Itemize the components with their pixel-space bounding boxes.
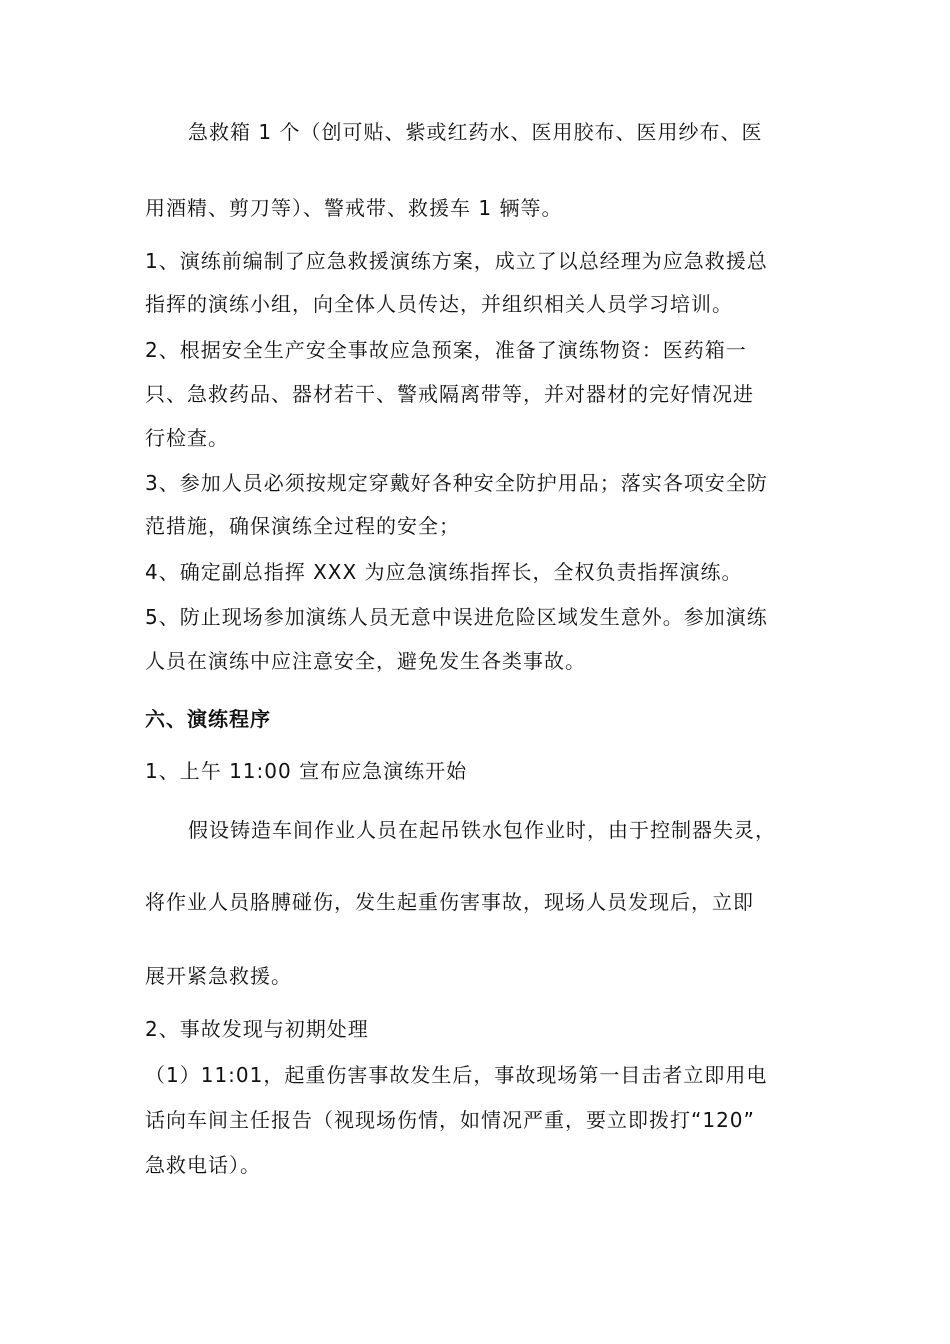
list-item-line: 范措施，确保演练全过程的安全； <box>145 514 460 538</box>
list-item-line: 急救电话）。 <box>145 1153 261 1177</box>
list-item-line: 指挥的演练小组，向全体人员传达，并组织相关人员学习培训。 <box>145 292 733 316</box>
list-item-line: 1、上午 11:00 宣布应急演练开始 <box>145 759 468 783</box>
list-item-line: 行检查。 <box>145 426 229 450</box>
list-item-line: （1）11:01，起重伤害事故发生后，事故现场第一目击者立即用电 <box>145 1063 768 1087</box>
paragraph-line: 假设铸造车间作业人员在起吊铁水包作业时，由于控制器失灵， <box>188 818 776 842</box>
section-heading: 六、演练程序 <box>145 707 271 731</box>
list-item-line: 只、急救药品、器材若干、警戒隔离带等，并对器材的完好情况进 <box>145 382 754 406</box>
list-item-line: 2、事故发现与初期处理 <box>145 1017 369 1041</box>
list-item-line: 话向车间主任报告（视现场伤情，如情况严重，要立即拨打“120” <box>145 1108 755 1132</box>
list-item-line: 人员在演练中应注意安全，避免发生各类事故。 <box>145 649 586 673</box>
list-item-line: 1、演练前编制了应急救援演练方案，成立了以总经理为应急救援总 <box>145 249 768 273</box>
list-item-line: 5、防止现场参加演练人员无意中误进危险区域发生意外。参加演练 <box>145 605 768 629</box>
paragraph-line: 展开紧急救援。 <box>145 964 292 988</box>
list-item-line: 4、确定副总指挥 XXX 为应急演练指挥长，全权负责指挥演练。 <box>145 560 743 584</box>
paragraph-line: 急救箱 1 个（创可贴、紫或红药水、医用胶布、医用纱布、医 <box>188 120 763 144</box>
list-item-line: 2、根据安全生产安全事故应急预案，准备了演练物资：医药箱一 <box>145 338 747 362</box>
list-item-line: 3、参加人员必须按规定穿戴好各种安全防护用品；落实各项安全防 <box>145 471 768 495</box>
paragraph-line: 用酒精、剪刀等）、警戒带、救援车 1 辆等。 <box>145 196 563 220</box>
paragraph-line: 将作业人员胳膊碰伤，发生起重伤害事故，现场人员发现后，立即 <box>145 890 754 914</box>
